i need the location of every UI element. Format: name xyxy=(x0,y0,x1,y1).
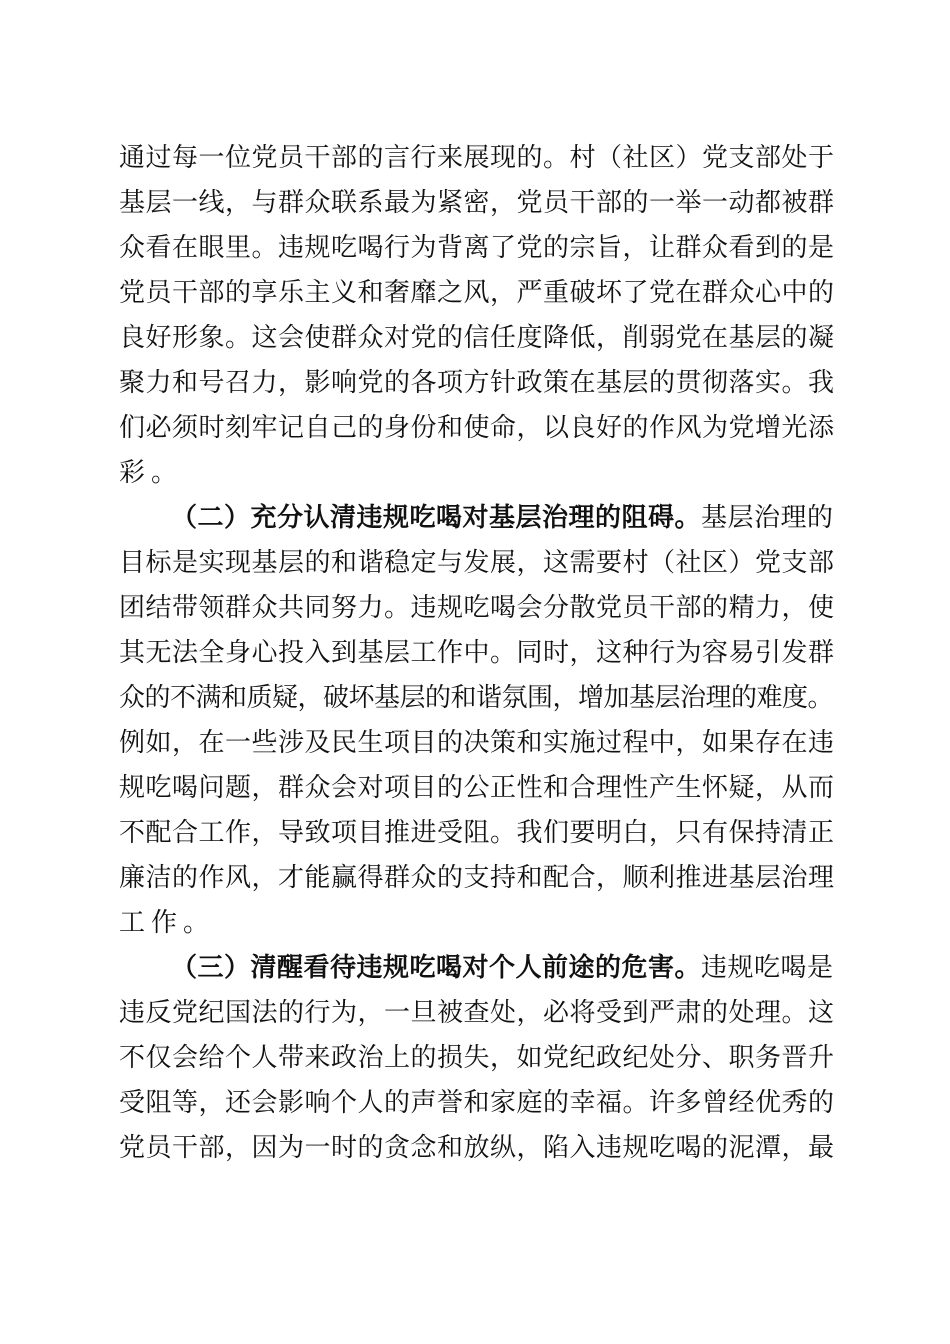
paragraph-line: 违反党纪国法的行为，一旦被查处，必将受到严肃的处理。这 xyxy=(119,998,835,1028)
paragraph-line: 例如，在一些涉及民生项目的决策和实施过程中，如果存在违 xyxy=(119,728,835,758)
paragraph-line: 受阻等，还会影响个人的声誉和家庭的幸福。许多曾经优秀的 xyxy=(119,1088,835,1118)
paragraph-line: 良好形象。这会使群众对党的信任度降低，削弱党在基层的凝 xyxy=(119,323,835,353)
paragraph-line: 们必须时刻牢记自己的身份和使命，以良好的作风为党增光添 xyxy=(119,413,835,443)
section-heading: （三）清醒看待违规吃喝对个人前途的危害。 xyxy=(171,953,702,983)
paragraph-line: 通过每一位党员干部的言行来展现的。村（社区）党支部处于 xyxy=(119,143,835,173)
paragraph-line: 工作。 xyxy=(119,908,216,938)
paragraph-line: 彩。 xyxy=(119,458,184,488)
paragraph-line: 规吃喝问题，群众会对项目的公正性和合理性产生怀疑，从而 xyxy=(119,773,835,803)
paragraph-line: 党员干部的享乐主义和奢靡之风，严重破坏了党在群众心中的 xyxy=(119,278,835,308)
paragraph-line: 团结带领群众共同努力。违规吃喝会分散党员干部的精力，使 xyxy=(119,593,835,623)
paragraph-text: 违规吃喝是 xyxy=(701,953,834,983)
paragraph-first-line xyxy=(171,498,834,538)
paragraph-line: 目标是实现基层的和谐稳定与发展，这需要村（社区）党支部 xyxy=(119,548,835,578)
paragraph-line: 众看在眼里。违规吃喝行为背离了党的宗旨，让群众看到的是 xyxy=(119,233,835,263)
paragraph-line: 不配合工作，导致项目推进受阻。我们要明白，只有保持清正 xyxy=(119,818,835,848)
paragraph-line: 廉洁的作风，才能赢得群众的支持和配合，顺利推进基层治理 xyxy=(119,863,835,893)
paragraph-line: 其无法全身心投入到基层工作中。同时，这种行为容易引发群 xyxy=(119,638,835,668)
paragraph-line: 不仅会给个人带来政治上的损失，如党纪政纪处分、职务晋升 xyxy=(119,1043,835,1073)
paragraph-line: 党员干部，因为一时的贪念和放纵，陷入违规吃喝的泥潭，最 xyxy=(119,1133,835,1163)
paragraph-line: 基层一线，与群众联系最为紧密，党员干部的一举一动都被群 xyxy=(119,188,835,218)
section-heading: （二）充分认清违规吃喝对基层治理的阻碍。 xyxy=(171,503,702,533)
paragraph-first-line xyxy=(171,948,834,988)
paragraph-text: 基层治理的 xyxy=(701,503,834,533)
paragraph-line: 众的不满和质疑，破坏基层的和谐氛围，增加基层治理的难度。 xyxy=(119,683,834,713)
paragraph-line: 聚力和号召力，影响党的各项方针政策在基层的贯彻落实。我 xyxy=(119,368,835,398)
